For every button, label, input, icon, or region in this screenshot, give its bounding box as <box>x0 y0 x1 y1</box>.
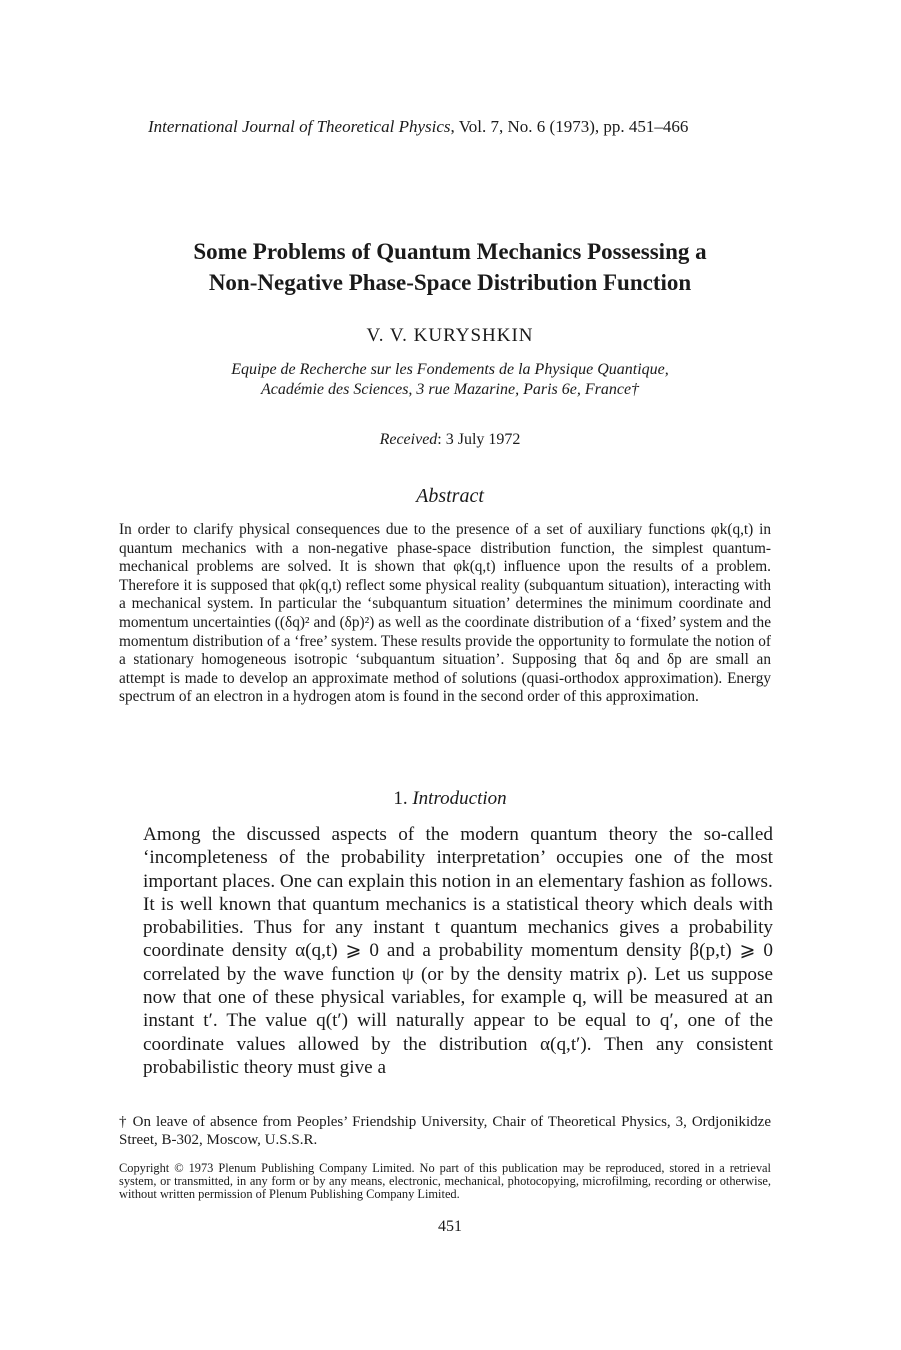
received-date: Received: 3 July 1972 <box>379 431 521 448</box>
section-number: 1. <box>393 788 408 809</box>
page-number: 451 <box>438 1218 462 1235</box>
title-line-2: Non-Negative Phase-Space Distribution Function <box>208 270 692 295</box>
body-paragraph-2: It is well known that quantum mechanics is a statistical theory which deals with probabilities. Thus for any instant t quantum mechanics gives a probability coordinate density α(q,t) ⩾ 0 and a probability momentum density β(p,t) ⩾ 0 correlated by the wave function ψ (or by the density matrix ρ). Let us suppose now that one of these physical variables, for example q, will be measured at an instant t′. The value q(t′) will naturally appear to be equal to q′, one of the coordinate values allowed by the distribution α(q,t′). Then any consistent probabilistic theory must give a <box>143 893 773 1078</box>
title-line-1: Some Problems of Quantum Mechanics Possessing a <box>193 239 707 264</box>
copyright-notice: Copyright © 1973 Plenum Publishing Company Limited. No part of this publication may be reproduced, stored in a retrieval system, or transmitted, in any form or by any means, electronic, mechanical, photocopying, microfilming, recording or otherwise, without written permission of Plenum Publishing Company Limited. <box>119 1161 771 1201</box>
journal-name: International Journal of Theoretical Physics <box>148 117 451 136</box>
paper-title <box>100 236 800 298</box>
abstract-heading: Abstract <box>416 485 484 507</box>
received-label: Received <box>379 431 438 448</box>
author-name: V. V. KURYSHKIN <box>366 325 534 346</box>
body-paragraph-1: Among the discussed aspects of the modern quantum theory the so-called ‘incompleteness of the probability interpretation’ occupies one of the most important places. One can explain this notion in an elementary fashion as follows. <box>143 824 773 892</box>
affiliation-line-2: Académie des Sciences, 3 rue Mazarine, Paris 6e, France† <box>260 381 640 398</box>
introduction-body <box>143 823 773 1079</box>
abstract-text: In order to clarify physical consequences due to the presence of a set of auxiliary functions φk(q,t) in quantum mechanics with a non-negative phase-space distribution function, the simplest quantum-mechanical problems are solved. It is shown that φk(q,t) influence upon the results of a problem. Therefore it is supposed that φk(q,t) reflect some physical reality (subquantum situation), interacting with a mechanical system. In particular the ‘subquantum situation’ determines the minimum coordinate and momentum uncertainties ((δq)² and (δp)²) as well as the coordinate distribution of a ‘fixed’ system and the momentum distribution of a ‘free’ system. These results provide the opportunity to formulate the notion of a stationary homogeneous isotropic ‘subquantum situation’. Supposing that δq and δp are small an attempt is made to develop an approximate method of solutions (quasi-orthodox approximation). Energy spectrum of an electron in a hydrogen atom is found in the second order of this approximation. <box>119 521 771 706</box>
affiliation-line-1: Equipe de Recherche sur les Fondements de la Physique Quantique, <box>231 361 669 378</box>
section-title: Introduction <box>412 788 507 809</box>
received-value: 3 July 1972 <box>445 431 521 448</box>
author-affiliation <box>100 360 800 400</box>
journal-volume-pages: , Vol. 7, No. 6 (1973), pp. 451–466 <box>450 117 689 136</box>
section-heading <box>100 787 800 811</box>
footnote: † On leave of absence from Peoples’ Friendship University, Chair of Theoretical Physics, 3, Ordjonikidze Street, B-302, Moscow, U.S.S.R. <box>119 1114 771 1148</box>
journal-citation <box>148 116 788 138</box>
